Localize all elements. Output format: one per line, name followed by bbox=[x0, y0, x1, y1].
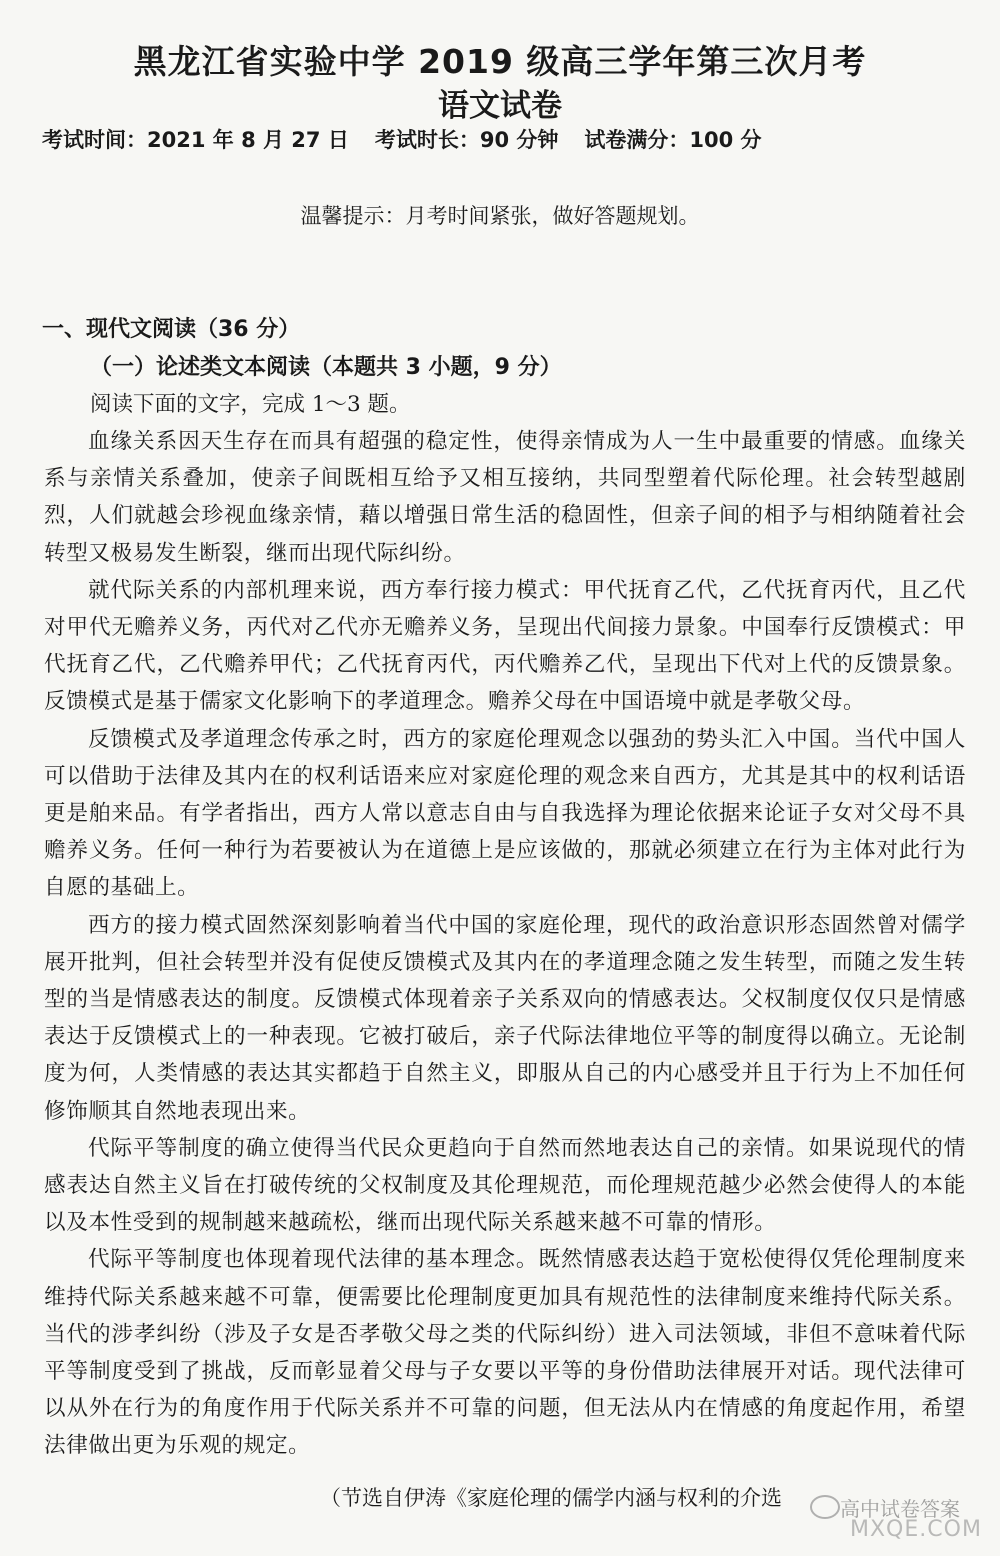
watermark-site: MXQE.COM bbox=[850, 1517, 982, 1542]
source-citation: （节选自伊涛《家庭伦理的儒学内涵与权利的介选 bbox=[320, 1486, 782, 1510]
section-title: 一、现代文阅读（36 分） bbox=[42, 317, 301, 342]
exam-meta bbox=[42, 124, 788, 154]
paragraph: 反馈模式及孝道理念传承之时，西方的家庭伦理观念以强劲的势头汇入中国。当代中国人可以借助于法律及其内在的权利话语来应对家庭伦理的观念来自西方，尤其是其中的权利话语更是舶来品。有学者指出，西方人常以意志自由与自我选择为理论依据来论证子女对父母不具赡养义务。任何一种行为若要被认为在道德上是应该做的，那就必须建立在行为主体对此行为自愿的基础上。 bbox=[44, 726, 966, 901]
full-score: 试卷满分：100 分 bbox=[584, 128, 762, 152]
paragraph: 代际平等制度也体现着现代法律的基本理念。既然情感表达趋于宽松使得仅凭伦理制度来维持代际关系越来越不可靠，便需要比伦理制度更加具有规范性的法律制度来维持代际关系。当代的涉孝纠纷（涉及子女是否孝敬父母之类的代际纠纷）进入司法领域，非但不意味着代际平等制度受到了挑战，反而彰显着父母与子女要以平等的身份借助法律展开对话。现代法律可以从外在行为的角度作用于代际关系并不可靠的问题，但无法从内在情感的角度起作用，希望法律做出更为乐观的规定。 bbox=[44, 1247, 966, 1459]
watermark bbox=[810, 1465, 990, 1550]
paragraph: 就代际关系的内部机理来说，西方奉行接力模式：甲代抚育乙代，乙代抚育丙代，且乙代对甲代无赡养义务，丙代对乙代亦无赡养义务，呈现出代间接力景象。中国奉行反馈模式：甲代抚育乙代，乙代赡养甲代；乙代抚育丙代，丙代赡养乙代，呈现出下代对上代的反馈景象。反馈模式是基于儒家文化影响下的孝道理念。赡养父母在中国语境中就是孝敬父母。 bbox=[44, 577, 966, 715]
reading-instruction: 阅读下面的文字，完成 1～3 题。 bbox=[90, 392, 411, 417]
passage bbox=[44, 423, 966, 1465]
paragraph: 代际平等制度的确立使得当代民众更趋向于自然而然地表达自己的亲情。如果说现代的情感表达自然主义旨在打破传统的父权制度及其伦理规范，而伦理规范越少必然会使得人的本能以及本性受到的规制越来越疏松，继而出现代际关系越来越不可靠的情形。 bbox=[44, 1135, 966, 1236]
exam-title: 黑龙江省实验中学 2019 级高三学年第三次月考 bbox=[133, 42, 867, 81]
subsection-title: （一）论述类文本阅读（本题共 3 小题，9 分） bbox=[90, 355, 562, 380]
wechat-icon bbox=[810, 1495, 840, 1519]
watermark-text: 高中试卷答案 bbox=[840, 1497, 960, 1521]
exam-date: 考试时间：2021 年 8 月 27 日 bbox=[42, 128, 349, 152]
paragraph: 血缘关系因天生存在而具有超强的稳定性，使得亲情成为人一生中最重要的情感。血缘关系与亲情关系叠加，使亲子间既相互给予又相互接纳，共同型塑着代际伦理。社会转型越剧烈，人们就越会珍视血缘亲情，藉以增强日常生活的稳固性，但亲子间的相予与相纳随着社会转型又极易发生断裂，继而出现代际纠纷。 bbox=[44, 429, 966, 566]
exam-subtitle: 语文试卷 bbox=[438, 88, 562, 124]
warm-tip: 温馨提示：月考时间紧张，做好答题规划。 bbox=[300, 204, 700, 228]
paragraph: 西方的接力模式固然深刻影响着当代中国的家庭伦理，现代的政治意识形态固然曾对儒学展开批判，但社会转型并没有促使反馈模式及其内在的孝道理念随之发生转型，而随之发生转型的当是情感表达的制度。反馈模式体现着亲子关系双向的情感表达。父权制度仅仅只是情感表达于反馈模式上的一种表现。它被打破后，亲子代际法律地位平等的制度得以确立。无论制度为何，人类情感的表达其实都趋于自然主义，即服从自己的内心感受并且于行为上不加任何修饰顺其自然地表现出来。 bbox=[44, 912, 966, 1124]
exam-duration: 考试时长：90 分钟 bbox=[374, 128, 559, 152]
